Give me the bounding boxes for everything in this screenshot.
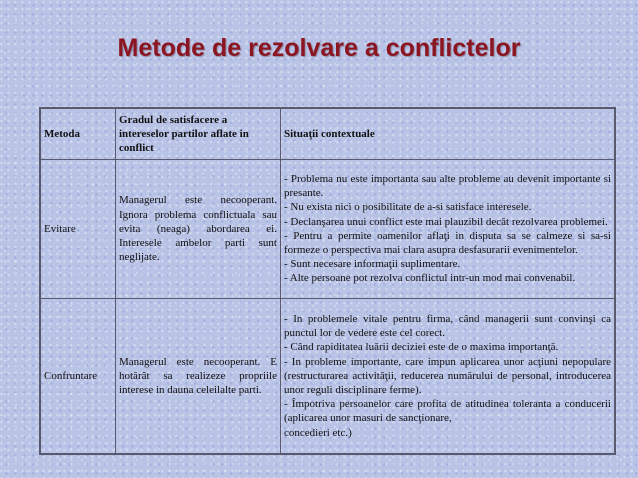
table-row (41, 298, 615, 453)
situation-item: - Când rapiditatea luării deciziei este de o maxima importanţă. (284, 341, 559, 354)
method-cell: Evitare (41, 160, 116, 299)
header-situations: Situaţii contextuale (281, 109, 615, 160)
methods-table (39, 107, 616, 455)
situation-item: - Nu exista nici o posibilitate de a-si satisface interesele. (284, 201, 532, 214)
page-title: Metode de rezolvare a conflictelor (117, 34, 521, 62)
table-header-row (41, 109, 615, 160)
situation-item: - Pentru a permite oamenilor aflaţi in disputa sa se calmeze si sa-si formeze o perspectiva mai clara asupra desfasurarii evenimentelor. (284, 229, 611, 257)
situation-item: - In probleme importante, care impun aplicarea unor acţiuni nepopulare (restructurarea activităţii, reducerea numărului de personal, introducerea unor reguli disciplinare ferme). (284, 355, 611, 396)
situation-item: - Împotriva persoanelor care profita de atitudinea toleranta a conducerii (aplicarea unor masuri de sancţionare, (284, 398, 611, 425)
header-method: Metoda (41, 109, 116, 160)
header-satisfaction: Gradul de satisfacere a intereselor partilor aflate in conflict (116, 109, 281, 160)
situation-item: - Problema nu este importanta sau alte probleme au devenit importante si presante. (284, 173, 611, 200)
situations-cell (281, 298, 615, 453)
satisfaction-cell: Managerul este necooperant. E hotărât sa realizeze propriile interese in dauna celeilalte parti. (116, 298, 281, 453)
situation-item: - Declanşarea unui conflict este mai plauzibil decât rezolvarea problemei. (284, 215, 608, 228)
table-row (41, 160, 615, 299)
satisfaction-cell: Managerul este necooperant. Ignora problema conflictuala sau evita (neaga) abordarea ei. Interesele ambelor parti sunt neglijate. (116, 160, 281, 299)
method-cell: Confruntare (41, 298, 116, 453)
situation-item: concedieri etc.) (284, 426, 352, 439)
situations-cell (281, 160, 615, 299)
situation-item: - In problemele vitale pentru firma, când managerii sunt convinşi ca punctul lor de vedere este cel corect. (284, 312, 611, 340)
situation-item: - Alte persoane pot rezolva conflictul intr-un mod mai convenabil. (284, 272, 576, 285)
situation-item: - Sunt necesare informaţii suplimentare. (284, 258, 461, 271)
